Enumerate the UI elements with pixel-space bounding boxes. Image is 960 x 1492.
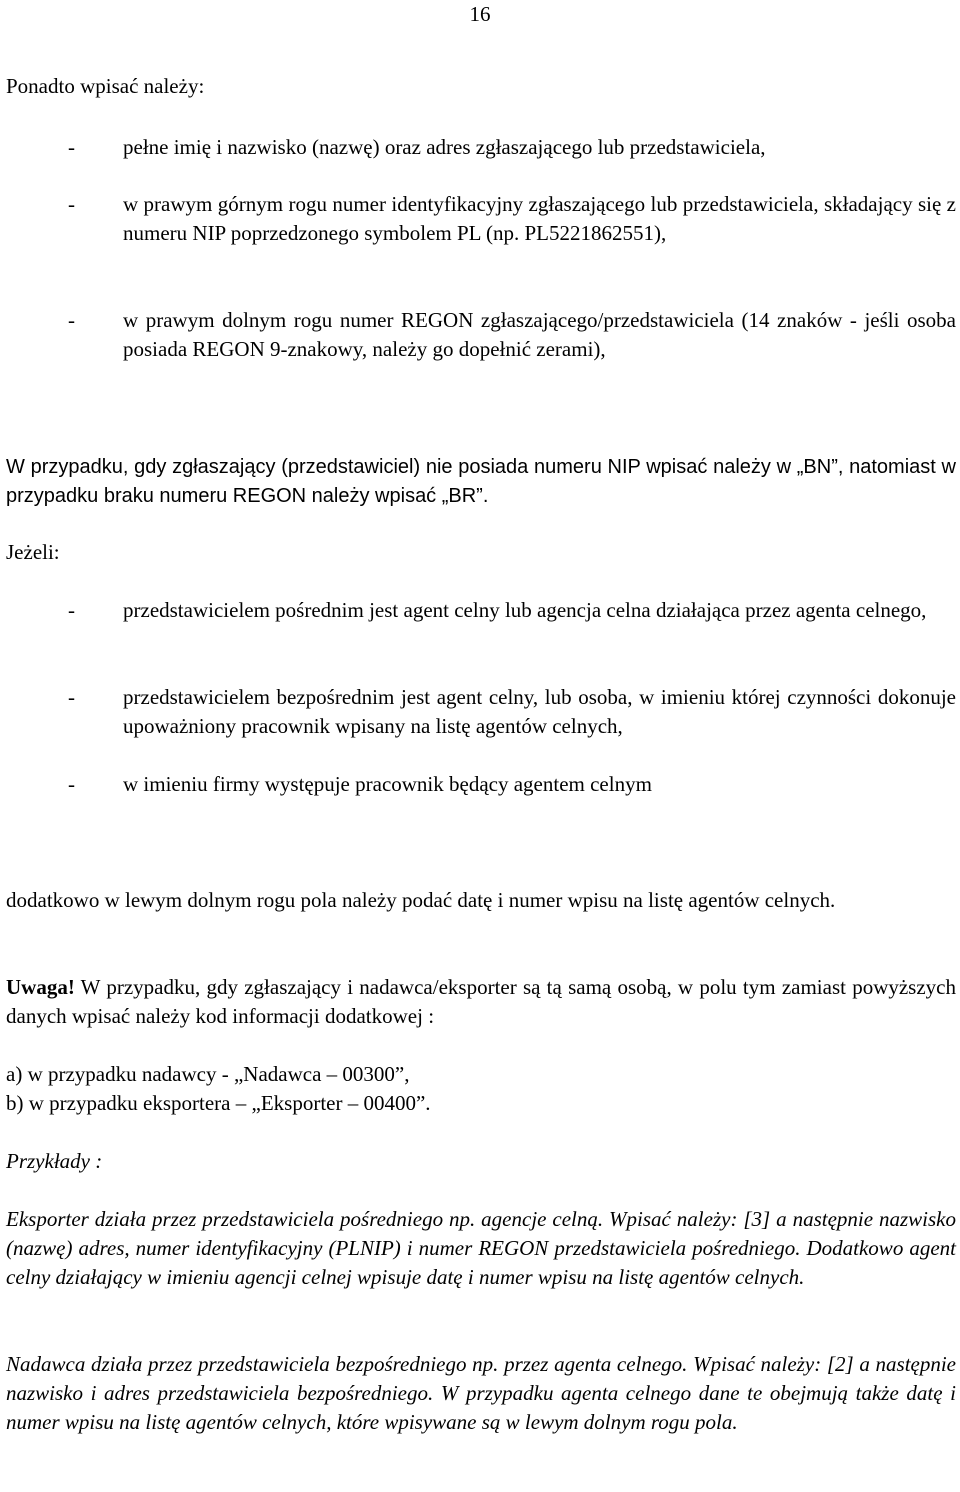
uwaga-paragraph: [6, 973, 956, 1031]
dodatkowo-text: dodatkowo w lewym dolnym rogu pola należy podać datę i numer wpisu na listę agentów celnych.: [6, 888, 836, 912]
jezeli-heading: Jeżeli:: [6, 540, 60, 564]
list-dash: -: [68, 135, 75, 159]
example-2: Nadawca działa przez przedstawiciela bezpośredniego np. przez agenta celnego. Wpisać należy: [2] a następnie nazwisko i adres przedstawiciela bezpośredniego. W przypadku agenta celnego dane te obejmują także datę i numer wpisu na listę agentów celnych, które wpisywane są w lewym dolnym rogu pola.: [6, 1352, 956, 1434]
list-item: [6, 683, 956, 741]
uwaga-text: W przypadku, gdy zgłaszający i nadawca/eksporter są tą samą osobą, w polu tym zamiast powyższych danych wpisać należy kod informacji dodatkowej :: [6, 975, 956, 1028]
list-item-text: pełne imię i nazwisko (nazwę) oraz adres zgłaszającego lub przedstawiciela,: [123, 135, 766, 159]
example-1: Eksporter działa przez przedstawiciela pośredniego np. agencje celną. Wpisać należy: [3] a następnie nazwisko (nazwę) adres, numer identyfikacyjny (PLNIP) i numer REGON przedstawiciela pośredniego. Dodatkowo agent celny działający w imieniu agencji celnej wpisuje datę i numer wpisu na listę agentów celnych.: [6, 1207, 956, 1289]
list-item: [6, 596, 956, 654]
list-dash: -: [68, 685, 75, 709]
list-item-text: w prawym dolnym rogu numer REGON zgłaszającego/przedstawiciela (14 znaków - jeśli osoba posiada REGON 9-znakowy, należy go dopełnić zerami),: [123, 308, 956, 361]
list-item-text: w imieniu firmy występuje pracownik będący agentem celnym: [123, 772, 652, 796]
list-dash: -: [68, 192, 75, 216]
list-item-text: przedstawicielem pośrednim jest agent celny lub agencja celna działająca przez agenta celnego,: [123, 598, 927, 622]
uwaga-label: Uwaga!: [6, 975, 75, 999]
list-item-text: przedstawicielem bezpośrednim jest agent celny, lub osoba, w imieniu której czynności dokonuje upoważniony pracownik wpisany na listę agentów celnych,: [123, 685, 956, 738]
list-dash: -: [68, 308, 75, 332]
list-item-text: w prawym górnym rogu numer identyfikacyjny zgłaszającego lub przedstawiciela, składający się z numeru NIP poprzedzonego symbolem PL (np. PL5221862551),: [123, 192, 956, 245]
note-nip: W przypadku, gdy zgłaszający (przedstawiciel) nie posiada numeru NIP wpisać należy w „BN”, natomiast w przypadku braku numeru REGON należy wpisać „BR”.: [6, 456, 956, 507]
intro-text: Ponadto wpisać należy:: [6, 74, 205, 98]
list-dash: -: [68, 772, 75, 796]
list-dash: -: [68, 598, 75, 622]
list-item: [6, 306, 956, 364]
list-item: [6, 133, 956, 162]
page-number: 16: [469, 2, 491, 26]
list-item: [6, 190, 956, 277]
list-item: [6, 770, 956, 799]
case-b: b) w przypadku eksportera – „Eksporter – 00400”.: [6, 1091, 431, 1115]
case-a: a) w przypadku nadawcy - „Nadawca – 00300”,: [6, 1062, 410, 1086]
przyklady-heading: Przykłady :: [6, 1149, 103, 1173]
